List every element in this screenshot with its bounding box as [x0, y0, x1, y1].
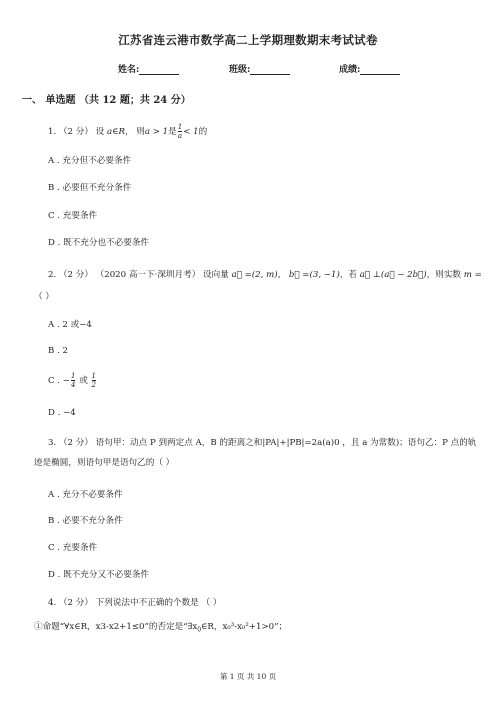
score-field [339, 62, 400, 75]
q1-fraction [178, 123, 182, 140]
q1-math-2: a > 1 [144, 127, 169, 137]
q3-option-a[interactable]: A . 充分不必要条件 [48, 490, 123, 500]
q3-option-c[interactable]: C . 充要条件 [48, 543, 98, 553]
q3-option-b[interactable]: B . 必要不充分条件 [48, 516, 123, 526]
q2-c-num-1: 1 [70, 372, 76, 380]
q2-c-den-1: 4 [70, 381, 76, 389]
q1-math-1: a∈R [106, 127, 125, 137]
q2-sep: ， [277, 270, 287, 280]
score-blank[interactable] [360, 65, 400, 75]
q2-var-m: m = [463, 270, 482, 280]
q2-option-c-label: C . [48, 376, 61, 386]
q4-line-2-pre: ①命题“∀x∈R，x3-x2+1≤0”的否定是“∃x [34, 622, 198, 632]
q2-cond-pre: ，若 [339, 270, 358, 280]
q2-blank: （ ） [34, 292, 54, 302]
q3-line-1: 3. （2 分） 语句甲：动点 P 到两定点 A，B 的距离之和|PA|+|PB|=2a(a)0 ，且 a 为常数)；语句乙：P 点的轨 [48, 438, 477, 448]
q4-line-2-sub: 0 [197, 626, 202, 634]
question-2 [48, 268, 482, 280]
q2-vector-a: a⃗ =(2, m) [231, 270, 278, 280]
class-blank[interactable] [250, 65, 290, 75]
q2-c-den-2: 2 [91, 381, 96, 389]
q2-cond-post: ，则实数 [426, 270, 462, 280]
page-title: 江苏省连云港市数学高二上学期理数期末考试试卷 [118, 33, 378, 47]
q4-line-1: 4. （2 分） 下列说法中不正确的个数是 （ ） [48, 598, 222, 608]
q1-frac-num: 1 [177, 123, 183, 131]
q2-c-num-2: 1 [91, 372, 96, 380]
q2-option-b[interactable]: B . 2 [48, 346, 68, 356]
question-1 [48, 123, 207, 140]
q1-option-b[interactable]: B . 必要但不充分条件 [48, 183, 132, 193]
section-heading: 一、 单选题 （共 12 题；共 24 分） [22, 95, 191, 106]
q1-prefix: 1. （2 分） 设 [48, 127, 105, 137]
name-field [118, 62, 179, 75]
q1-option-a[interactable]: A . 充分但不必要条件 [48, 156, 132, 166]
q3-option-d[interactable]: D . 既不充分又不必要条件 [48, 570, 150, 580]
q1-option-c[interactable]: C . 充要条件 [48, 211, 98, 221]
q4-line-2-post: ∈R，x₀³-x₀²+1>0”； [201, 622, 288, 632]
q4-line-2 [34, 620, 287, 634]
q2-option-d[interactable]: D . −4 [48, 408, 76, 418]
page-footer: 第 1 页 共 10 页 [219, 672, 277, 681]
q3-line-2: 迹是椭圆，则语句甲是语句乙的（ ） [34, 458, 175, 468]
q2-option-c-frac-2 [92, 372, 96, 389]
q1-mid-2: 是 [168, 127, 177, 137]
q1-math-3: < 1 [183, 127, 199, 137]
name-label: 姓名: [118, 65, 140, 75]
q2-option-c-or: 或 [79, 376, 88, 386]
name-blank[interactable] [139, 65, 179, 75]
q2-option-a[interactable]: A . 2 或−4 [48, 320, 92, 330]
q1-mid: ， 则 [124, 127, 145, 137]
q1-option-d[interactable]: D . 既不充分也不必要条件 [48, 238, 150, 248]
q2-condition: a⃗ ⊥(a⃗ − 2b⃗) [359, 270, 427, 280]
class-field [229, 62, 290, 75]
q1-suffix: 的 [198, 127, 208, 137]
q2-option-c-minus: − [62, 376, 70, 386]
q2-prefix: 2. （2 分） （2020 高一下·深圳月考） 设向量 [48, 270, 229, 280]
score-label: 成绩: [339, 65, 361, 75]
q1-frac-den: a [177, 132, 183, 140]
q2-option-c-frac-1 [71, 372, 75, 389]
q2-option-c[interactable] [48, 372, 97, 389]
q2-vector-b: b⃗ =(3, −1) [288, 270, 340, 280]
class-label: 班级: [229, 65, 251, 75]
